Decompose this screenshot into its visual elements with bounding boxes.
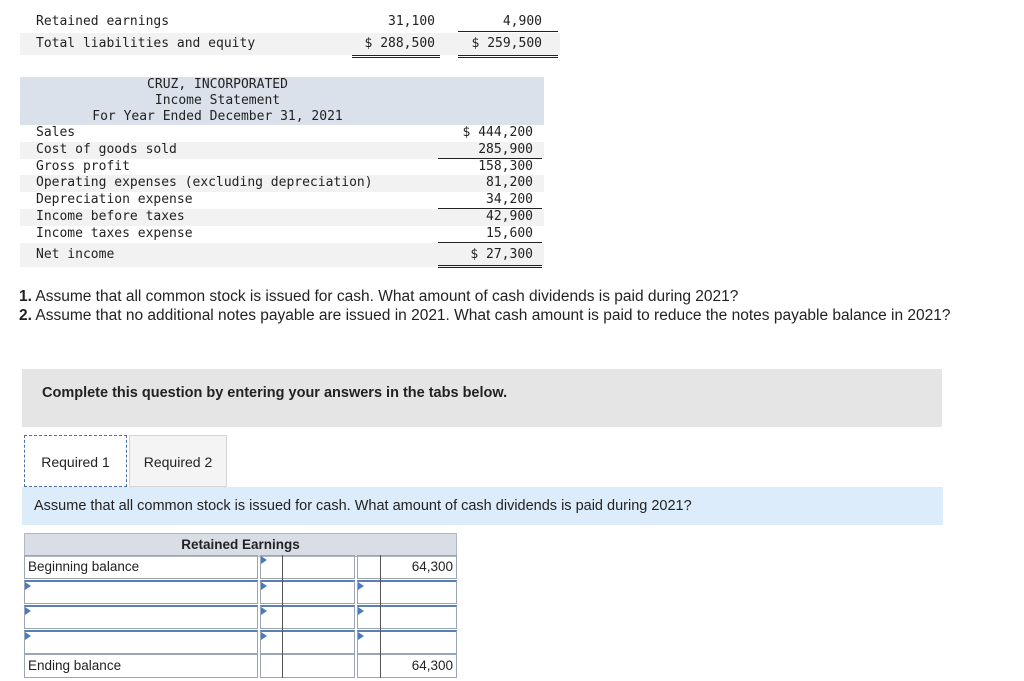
row-label: Gross profit — [36, 159, 130, 174]
income-statement-header — [20, 77, 544, 125]
income-row — [20, 209, 544, 226]
debit-input[interactable] — [260, 580, 355, 604]
input-marker-icon — [25, 582, 31, 590]
row-value-prior: $ 259,500 — [471, 36, 542, 51]
input-marker-icon — [358, 632, 364, 640]
credit-input[interactable] — [357, 630, 457, 654]
account-name-input[interactable] — [24, 580, 258, 604]
company-name: CRUZ, INCORPORATED — [147, 77, 288, 92]
account-name-input[interactable] — [24, 605, 258, 629]
row-value: 158,300 — [478, 159, 533, 174]
underline — [458, 31, 558, 32]
t-account-title: Retained Earnings — [24, 533, 457, 557]
ending-balance-label: Ending balance — [24, 654, 258, 678]
row-value: 42,900 — [486, 209, 533, 224]
double-underline — [458, 55, 558, 58]
input-marker-icon — [25, 607, 31, 615]
input-marker-icon — [358, 607, 364, 615]
question-2 — [19, 306, 1009, 325]
beginning-balance-label: Beginning balance — [24, 555, 258, 579]
row-label: Income taxes expense — [36, 226, 193, 241]
debit-input[interactable] — [260, 630, 355, 654]
t-account-retained-earnings — [24, 533, 457, 678]
double-underline — [438, 265, 542, 268]
row-label: Total liabilities and equity — [36, 36, 256, 51]
income-row-net-income — [20, 243, 544, 267]
input-marker-icon — [261, 556, 267, 564]
income-row — [20, 125, 544, 142]
tab-required-2[interactable]: Required 2 — [129, 435, 227, 487]
question-body: Assume that no additional notes payable are issued in 2021. What cash amount is paid to reduce the notes payable balance in 2021? — [31, 307, 951, 324]
balance-sheet-row-total — [20, 33, 560, 55]
balance-sheet-row-retained-earnings — [20, 11, 560, 33]
debit-input[interactable] — [260, 605, 355, 629]
input-marker-icon — [261, 632, 267, 640]
row-value: 285,900 — [478, 142, 533, 157]
banner-text: Complete this question by entering your answers in the tabs below. — [42, 385, 508, 401]
input-marker-icon — [358, 582, 364, 590]
credit-input[interactable] — [357, 580, 457, 604]
row-value-current: 31,100 — [388, 14, 435, 29]
tab-prompt — [22, 487, 943, 525]
statement-period: For Year Ended December 31, 2021 — [92, 109, 343, 124]
question-1 — [19, 287, 1009, 306]
row-value: 34,200 — [486, 192, 533, 207]
row-label: Income before taxes — [36, 209, 185, 224]
question-number: 2. — [19, 307, 32, 324]
tab-required-1[interactable]: Required 1 — [24, 435, 127, 487]
input-marker-icon — [261, 582, 267, 590]
beginning-balance-value: 64,300 — [357, 555, 457, 579]
question-body: Assume that all common stock is issued for cash. What amount of cash dividends is paid during 2021? — [31, 288, 739, 305]
row-value: 81,200 — [486, 175, 533, 190]
instruction-banner — [22, 369, 942, 427]
debit-input[interactable] — [260, 555, 355, 579]
row-value-prior: 4,900 — [502, 14, 542, 29]
income-row — [20, 159, 544, 176]
t-account-divider — [282, 555, 283, 678]
account-name-input[interactable] — [24, 630, 258, 654]
row-label: Net income — [36, 247, 115, 262]
income-row — [20, 226, 544, 243]
row-label: Retained earnings — [36, 14, 170, 29]
double-underline — [352, 55, 440, 58]
row-value-current: $ 288,500 — [364, 36, 435, 51]
income-row — [20, 192, 544, 209]
row-label: Operating expenses (excluding depreciation) — [36, 175, 373, 190]
row-label: Depreciation expense — [36, 192, 193, 207]
t-account-divider — [380, 555, 381, 678]
statement-title: Income Statement — [154, 93, 281, 108]
row-value: $ 444,200 — [462, 125, 533, 140]
credit-input[interactable] — [357, 605, 457, 629]
question-number: 1. — [19, 288, 32, 305]
row-value: 15,600 — [486, 226, 533, 241]
row-label: Cost of goods sold — [36, 142, 177, 157]
row-label: Sales — [36, 125, 76, 140]
prompt-text: Assume that all common stock is issued for cash. What amount of cash dividends is paid during 2021? — [34, 498, 692, 514]
input-marker-icon — [25, 632, 31, 640]
ending-debit-cell — [260, 654, 355, 678]
ending-balance-value: 64,300 — [357, 654, 457, 678]
row-value: $ 27,300 — [470, 247, 533, 262]
input-marker-icon — [261, 607, 267, 615]
income-row — [20, 175, 544, 192]
question-text — [19, 287, 1009, 325]
income-row — [20, 142, 544, 159]
